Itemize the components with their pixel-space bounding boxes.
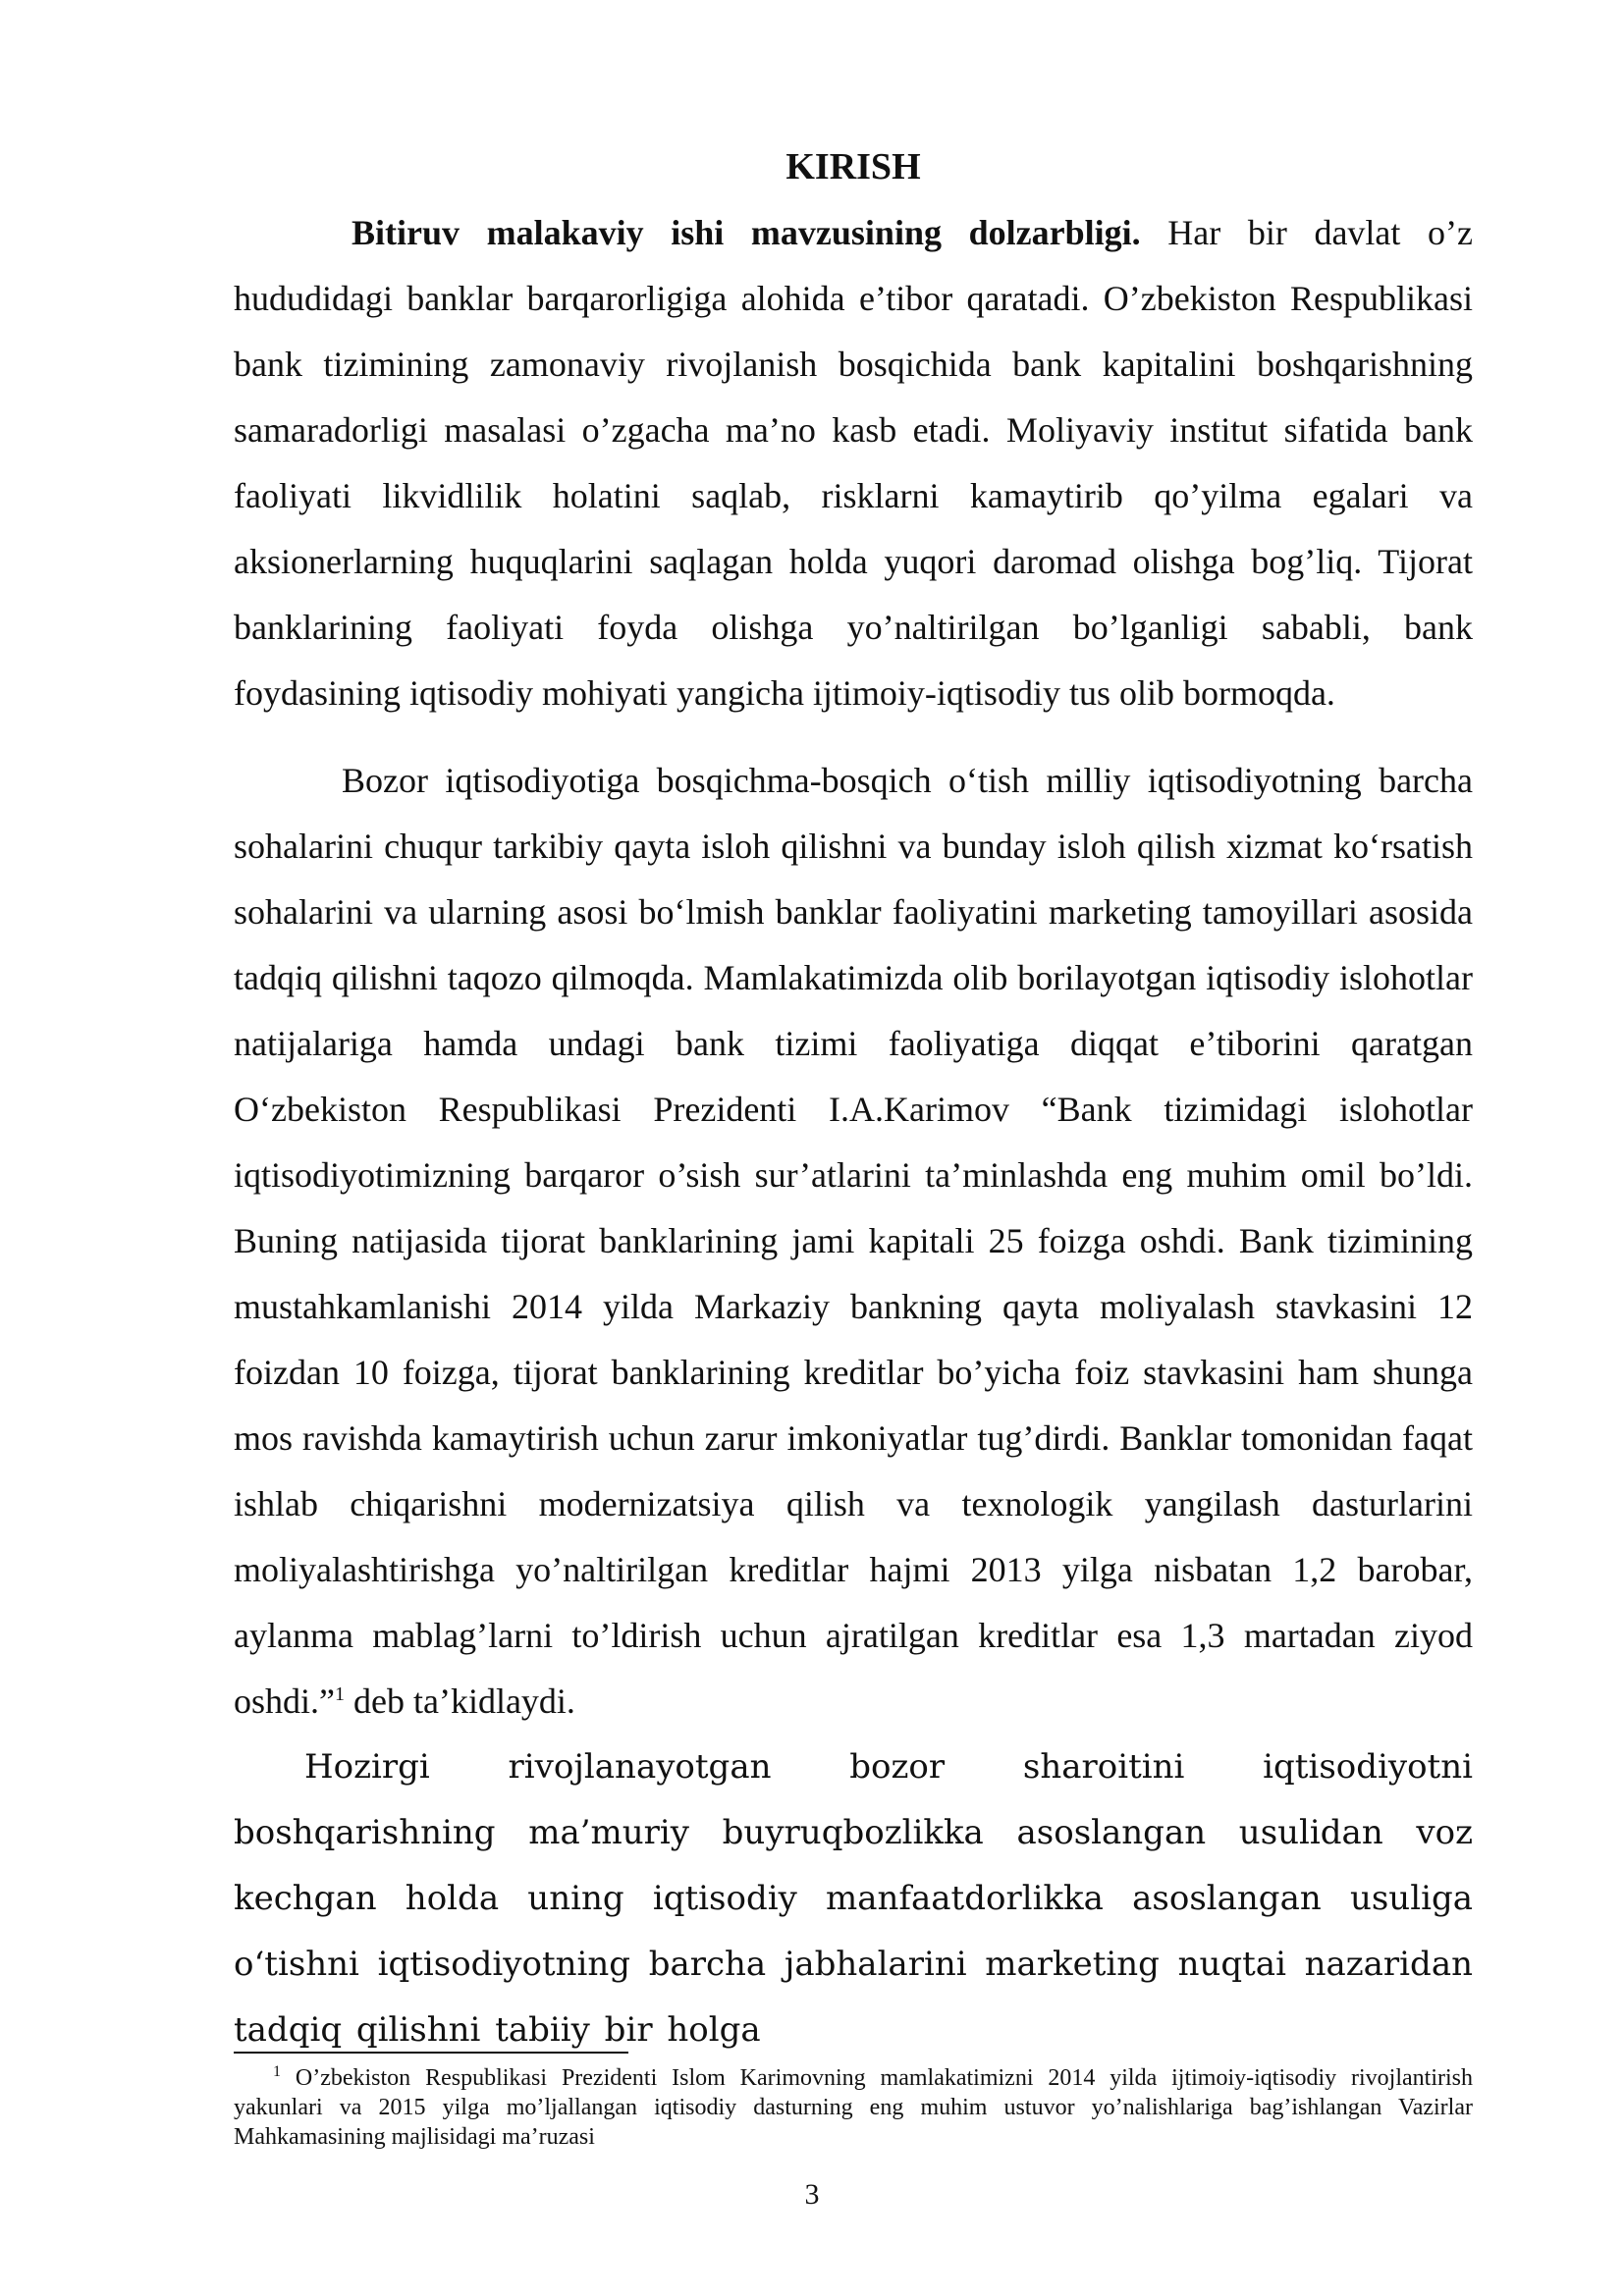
section-heading: KIRISH <box>785 146 921 187</box>
paragraph-text: Hozirgi rivojlanayotgan bozor sharoitini iqtisodiyotni boshqarishning ma’muriy buyruqbozlikka asoslangan usulidan voz kechgan holda uning iqtisodiy manfaatdorlikka asoslangan usuliga o‘tishni iqtisodiyotning barcha jabhalarini marketing nuqtai nazaridan tadqiq qilishni tabiiy bir holga <box>234 1747 1473 2050</box>
paragraph-text: Bozor iqtisodiyotiga bosqichma-bosqich o‘tish milliy iqtisodiyotning barcha sohalarini chuqur tarkibiy qayta isloh qilishni va bunday isloh qilish xizmat ko‘rsatish sohalarini va ularning asosi bo‘lmish banklar faoliyatini marketing tamoyillari asosida tadqiq qilishni taqozo qilmoqda. Mamlakatimizda olib borilayotgan iqtisodiy islohotlar natijalariga hamda undagi bank tizimi faoliyatiga diqqat e’tiborini qaratgan O‘zbekiston Respublikasi Prezidenti I.A.Karimov “Bank tizimidagi islohotlar iqtisodiyotimizning barqaror o’sish sur’atlarini ta’minlashda eng muhim omil bo’ldi. Buning natijasida tijorat banklarining jami kapitali 25 foizga oshdi. Bank tizimining mustahkamlanishi 2014 yilda Markaziy bankning qayta moliyalash stavkasini 12 foizdan 10 foizga, tijorat banklarining kreditlar bo’yicha foiz stavkasini ham shunga mos ravishda kamaytirish uchun zarur imkoniyatlar tug’dirdi. Banklar tomonidan faqat ishlab chiqarishni modernizatsiya qilish va texnologik yangilash dasturlarini moliyalashtirishga yo’naltirilgan kreditlar hajmi 2013 yilga nisbatan 1,2 barobar, aylanma mablag’larni to’ldirish uchun ajratilgan kreditlar esa 1,3 martadan ziyod oshdi.” <box>234 761 1473 1721</box>
footnote <box>234 2063 1473 2152</box>
footnote-text: O’zbekiston Respublikasi Prezidenti Islom Karimovning mamlakatimizni 2014 yilda ijtimoiy-iqtisodiy rivojlantirish yakunlari va 2015 yilga mo’ljallangan iqtisodiy dasturning eng muhim ustuvor yo’nalishlariga bag’ishlangan Vazirlar Mahkamasining majlisidagi ma’ruzasi <box>234 2065 1473 2150</box>
document-page <box>234 137 1473 2063</box>
paragraph-market-economy <box>234 748 1473 1735</box>
footnote-marker: 1 <box>273 2063 281 2080</box>
footnote-reference[interactable]: 1 <box>335 1683 345 1705</box>
footnote-divider <box>234 2052 628 2054</box>
paragraph-current-conditions <box>234 1735 1473 2063</box>
page-number: 3 <box>804 2178 820 2211</box>
paragraph-lead-bold: Bitiruv malakaviy ishi mavzusining dolzarbligi. <box>352 213 1141 252</box>
paragraph-text: Har bir davlat o’z hududidagi banklar barqarorligiga alohida e’tibor qaratadi. O’zbekiston Respublikasi bank tizimining zamonaviy rivojlanish bosqichida bank kapitalini boshqarishning samaradorligi masalasi o’zgacha ma’no kasb etadi. Moliyaviy institut sifatida bank faoliyati likvidlilik holatini saqlab, risklarni kamaytirib qo’yilma egalari va aksionerlarning huquqlarini saqlagan holda yuqori daromad olishga bog’liq. Tijorat banklarining faoliyati foyda olishga yo’naltirilgan bo’lganligi sababli, bank foydasining iqtisodiy mohiyati yangicha ijtimoiy-iqtisodiy tus olib bormoqda. <box>234 213 1473 713</box>
paragraph-relevance <box>234 200 1473 726</box>
paragraph-tail: deb ta’kidlaydi. <box>345 1682 575 1721</box>
